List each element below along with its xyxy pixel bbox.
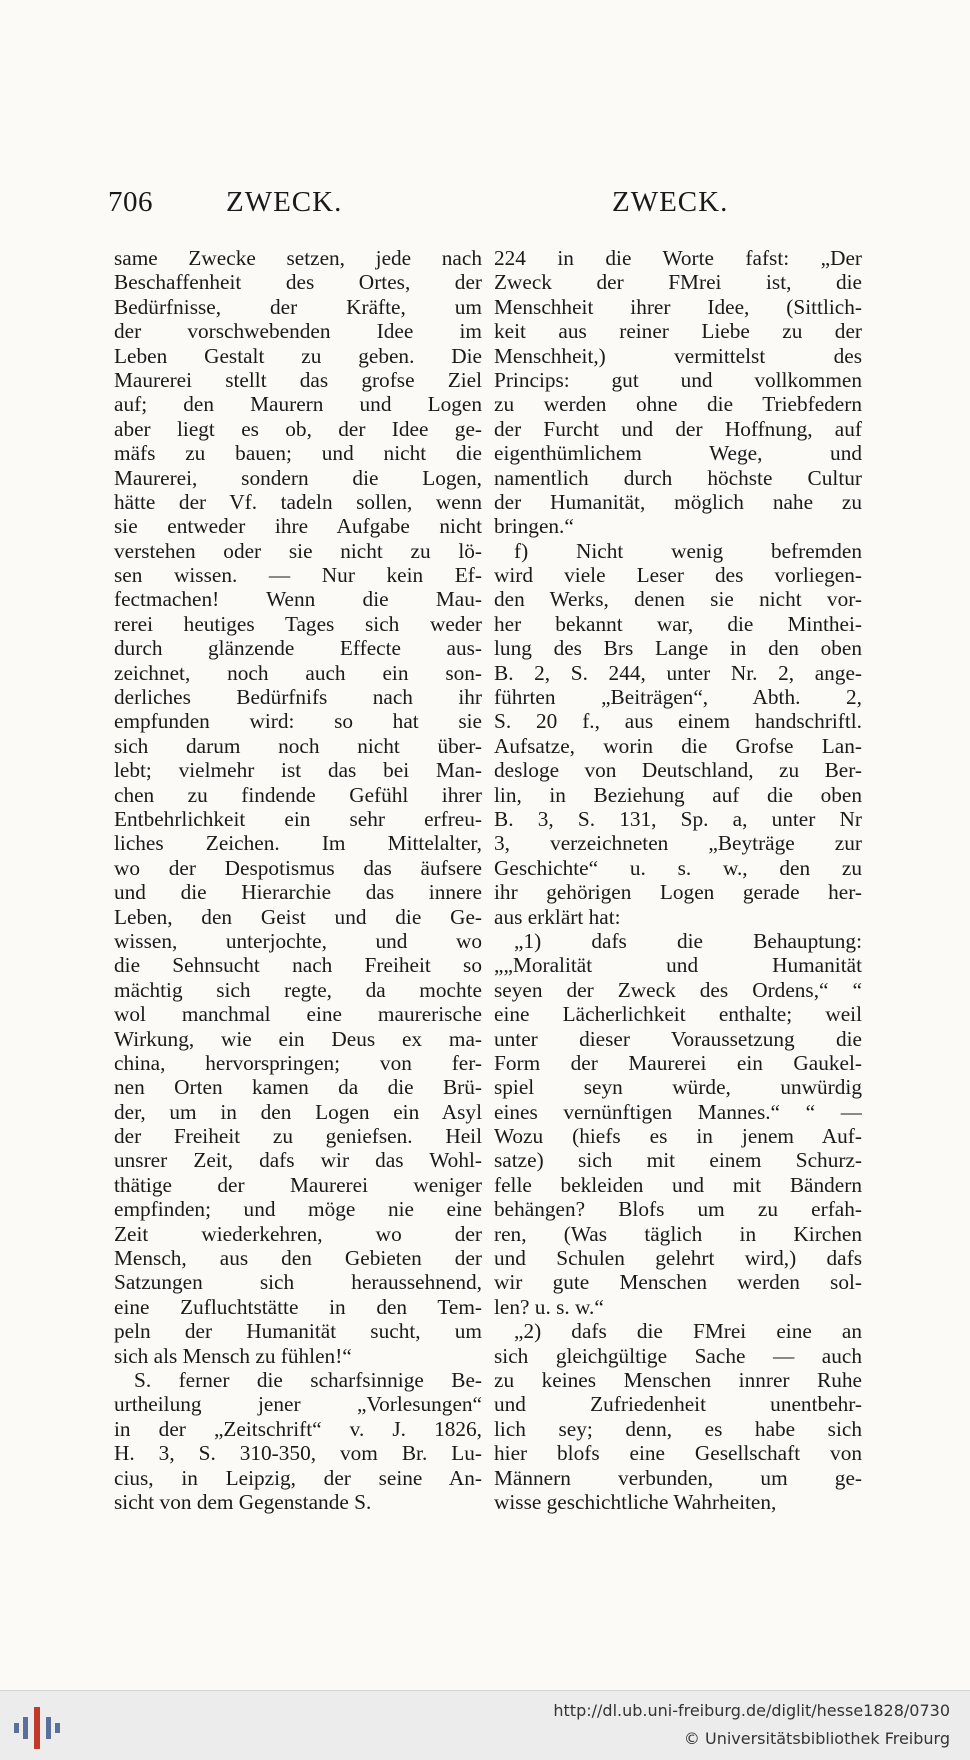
text-line: sen wissen. — Nur kein Ef- xyxy=(114,563,482,588)
text-line: Maurerei stellt das grofse Ziel xyxy=(114,367,482,392)
text-line: keit aus reiner Liebe zu der xyxy=(494,319,862,344)
text-line: Leben Gestalt zu geben. Die xyxy=(114,343,482,368)
footer-url-link[interactable]: http://dl.ub.uni-freiburg.de/diglit/hesse1828/0730 xyxy=(553,1701,950,1720)
text-line: unter dieser Voraussetzung die xyxy=(494,1026,862,1051)
text-line: B. 3, S. 131, Sp. a, unter Nr xyxy=(494,806,862,831)
text-line: bringen.“ xyxy=(494,514,574,539)
text-line: lung des Brs Lange in den oben xyxy=(494,636,862,661)
text-line: eine Lächerlichkeit enthalte; weil xyxy=(494,1002,862,1027)
text-line: wir gute Menschen werden sol- xyxy=(494,1270,862,1295)
text-line: der, um in den Logen ein Asyl xyxy=(114,1099,482,1124)
text-line: der vorschwebenden Idee im xyxy=(114,319,482,344)
text-line: Maurerei, sondern die Logen, xyxy=(114,465,482,490)
text-line: Beschaffenheit des Ortes, der xyxy=(114,270,482,295)
text-line: spiel seyn würde, unwürdig xyxy=(494,1075,862,1100)
text-line: sie entweder ihre Aufgabe nicht xyxy=(114,514,482,539)
viewer-footer xyxy=(0,1690,970,1760)
text-line: der Furcht und der Hoffnung, auf xyxy=(494,416,862,441)
text-line: „„Moralität und Humanität xyxy=(494,953,862,978)
text-line: liches Zeichen. Im Mittelalter, xyxy=(114,831,482,856)
text-line: lebt; vielmehr ist das bei Man- xyxy=(114,758,482,783)
text-line: thätige der Maurerei weniger xyxy=(114,1172,482,1197)
text-line: zu keines Menschen innrer Ruhe xyxy=(494,1367,862,1392)
text-line: sich als Mensch zu fühlen!“ xyxy=(114,1343,352,1368)
text-line: Menschheit ihrer Idee, (Sittlich- xyxy=(494,294,862,319)
text-line: wisse geschichtliche Wahrheiten, xyxy=(494,1489,777,1514)
text-line: ren, (Was täglich in Kirchen xyxy=(494,1221,862,1246)
text-line: den Werks, denen sie nicht vor- xyxy=(494,587,862,612)
text-line: urtheilung jener „Vorlesungen“ xyxy=(114,1392,482,1417)
text-line: unsrer Zeit, dafs wir das Wohl- xyxy=(114,1148,482,1173)
text-line: und die Hierarchie das innere xyxy=(114,880,482,905)
text-line: empfinden; und möge nie eine xyxy=(114,1197,482,1222)
text-line: Bedürfnisse, der Kräfte, um xyxy=(114,294,482,319)
text-line: mächtig sich regte, da mochte xyxy=(114,977,482,1002)
text-line: eine Zufluchtstätte in den Tem- xyxy=(114,1294,482,1319)
text-line: Aufsatze, worin die Grofse Lan- xyxy=(494,733,862,758)
text-line: peln der Humanität sucht, um xyxy=(114,1319,482,1344)
text-line: und Zufriedenheit unentbehr- xyxy=(494,1392,862,1417)
text-line: Satzungen sich heraussehnend, xyxy=(114,1270,482,1295)
text-line: hier blofs eine Gesellschaft von xyxy=(494,1441,862,1466)
text-line: zeichnet, noch auch ein son- xyxy=(114,660,482,685)
text-line: zu werden ohne die Triebfedern xyxy=(494,392,862,417)
text-line: wol manchmal eine maurerische xyxy=(114,1002,482,1027)
page-number: 706 xyxy=(108,186,153,218)
text-line: wird viele Leser des vorliegen- xyxy=(494,563,862,588)
text-line: nen Orten kamen da die Brü- xyxy=(114,1075,482,1100)
text-line: die Sehnsucht nach Freiheit so xyxy=(114,953,482,978)
text-line: Geschichte“ u. s. w., den zu xyxy=(494,855,862,880)
text-line: H. 3, S. 310-350, vom Br. Lu- xyxy=(114,1441,482,1466)
text-line: Mensch, aus den Gebieten der xyxy=(114,1246,482,1271)
text-line: der Humanität, möglich nahe zu xyxy=(494,489,862,514)
running-head-left: ZWECK. xyxy=(226,186,343,218)
page-header xyxy=(108,186,868,226)
text-line: sich gleichgültige Sache — auch xyxy=(494,1343,862,1368)
text-line: Wozu (hiefs es in jenem Auf- xyxy=(494,1124,862,1149)
text-line: auf; den Maurern und Logen xyxy=(114,392,482,417)
text-line: empfunden wird: so hat sie xyxy=(114,709,482,734)
text-line: behängen? Blofs um zu erfah- xyxy=(494,1197,862,1222)
left-text-column xyxy=(114,246,482,1514)
text-line: „1) dafs die Behauptung: xyxy=(514,928,862,953)
text-line: Wirkung, wie ein Deus ex ma- xyxy=(114,1026,482,1051)
right-text-column xyxy=(494,246,862,1514)
footer-copyright: © Universitätsbibliothek Freiburg xyxy=(683,1729,950,1748)
text-line: her bekannt war, die Minthei- xyxy=(494,611,862,636)
text-line: fectmachen! Wenn die Mau- xyxy=(114,587,482,612)
text-line: eigenthümlichem Wege, und xyxy=(494,441,862,466)
text-line: und Schulen gelehrt wird,) dafs xyxy=(494,1246,862,1271)
text-line: sicht von dem Gegenstande S. xyxy=(114,1489,372,1514)
text-line: eines vernünftigen Mannes.“ “ — xyxy=(494,1099,862,1124)
text-line: rerei heutiges Tages sich weder xyxy=(114,611,482,636)
text-line: 3, verzeichneten „Beyträge zur xyxy=(494,831,862,856)
text-line: mäfs zu bauen; und nicht die xyxy=(114,441,482,466)
text-line: lich sey; denn, es habe sich xyxy=(494,1416,862,1441)
text-line: derliches Bedürfnifs nach ihr xyxy=(114,685,482,710)
text-line: len? u. s. w.“ xyxy=(494,1294,604,1319)
text-line: Zeit wiederkehren, wo der xyxy=(114,1221,482,1246)
text-line: f) Nicht wenig befremden xyxy=(514,538,862,563)
text-line: der Freiheit zu geniefsen. Heil xyxy=(114,1124,482,1149)
text-line: durch glänzende Effecte aus- xyxy=(114,636,482,661)
text-line: Princips: gut und vollkommen xyxy=(494,367,862,392)
text-line: cius, in Leipzig, der seine An- xyxy=(114,1465,482,1490)
ub-freiburg-logo-icon[interactable] xyxy=(12,1705,62,1751)
text-line: 224 in die Worte fafst: „Der xyxy=(494,246,862,270)
text-line: ihr gehörigen Logen gerade her- xyxy=(494,880,862,905)
text-line: B. 2, S. 244, unter Nr. 2, ange- xyxy=(494,660,862,685)
text-line: S. 20 f., aus einem handschriftl. xyxy=(494,709,862,734)
text-line: felle bekleiden und mit Bändern xyxy=(494,1172,862,1197)
text-line: namentlich durch höchste Cultur xyxy=(494,465,862,490)
text-line: hätte der Vf. tadeln sollen, wenn xyxy=(114,489,482,514)
text-line: S. ferner die scharfsinnige Be- xyxy=(134,1367,482,1392)
running-head-right: ZWECK. xyxy=(612,186,729,218)
text-line: verstehen oder sie nicht zu lö- xyxy=(114,538,482,563)
text-line: desloge von Deutschland, zu Ber- xyxy=(494,758,862,783)
text-line: chen zu findende Gefühl ihrer xyxy=(114,782,482,807)
text-line: Entbehrlichkeit ein sehr erfreu- xyxy=(114,806,482,831)
text-line: „2) dafs die FMrei eine an xyxy=(514,1319,862,1344)
text-line: Leben, den Geist und die Ge- xyxy=(114,904,482,929)
text-line: china, hervorspringen; von fer- xyxy=(114,1050,482,1075)
text-line: sich darum noch nicht über- xyxy=(114,733,482,758)
text-line: in der „Zeitschrift“ v. J. 1826, xyxy=(114,1416,482,1441)
text-line: führten „Beiträgen“, Abth. 2, xyxy=(494,685,862,710)
text-line: wo der Despotismus das äufsere xyxy=(114,855,482,880)
text-line: Form der Maurerei ein Gaukel- xyxy=(494,1050,862,1075)
text-line: aus erklärt hat: xyxy=(494,904,621,929)
text-line: wissen, unterjochte, und wo xyxy=(114,928,482,953)
text-line: Zweck der FMrei ist, die xyxy=(494,270,862,295)
text-line: aber liegt es ob, der Idee ge- xyxy=(114,416,482,441)
text-line: Menschheit,) vermittelst des xyxy=(494,343,862,368)
text-line: lin, in Beziehung auf die oben xyxy=(494,782,862,807)
text-line: seyen der Zweck des Ordens,“ “ xyxy=(494,977,862,1002)
text-line: satze) sich mit einem Schurz- xyxy=(494,1148,862,1173)
text-line: Männern verbunden, um ge- xyxy=(494,1465,862,1490)
text-line: same Zwecke setzen, jede nach xyxy=(114,246,482,270)
